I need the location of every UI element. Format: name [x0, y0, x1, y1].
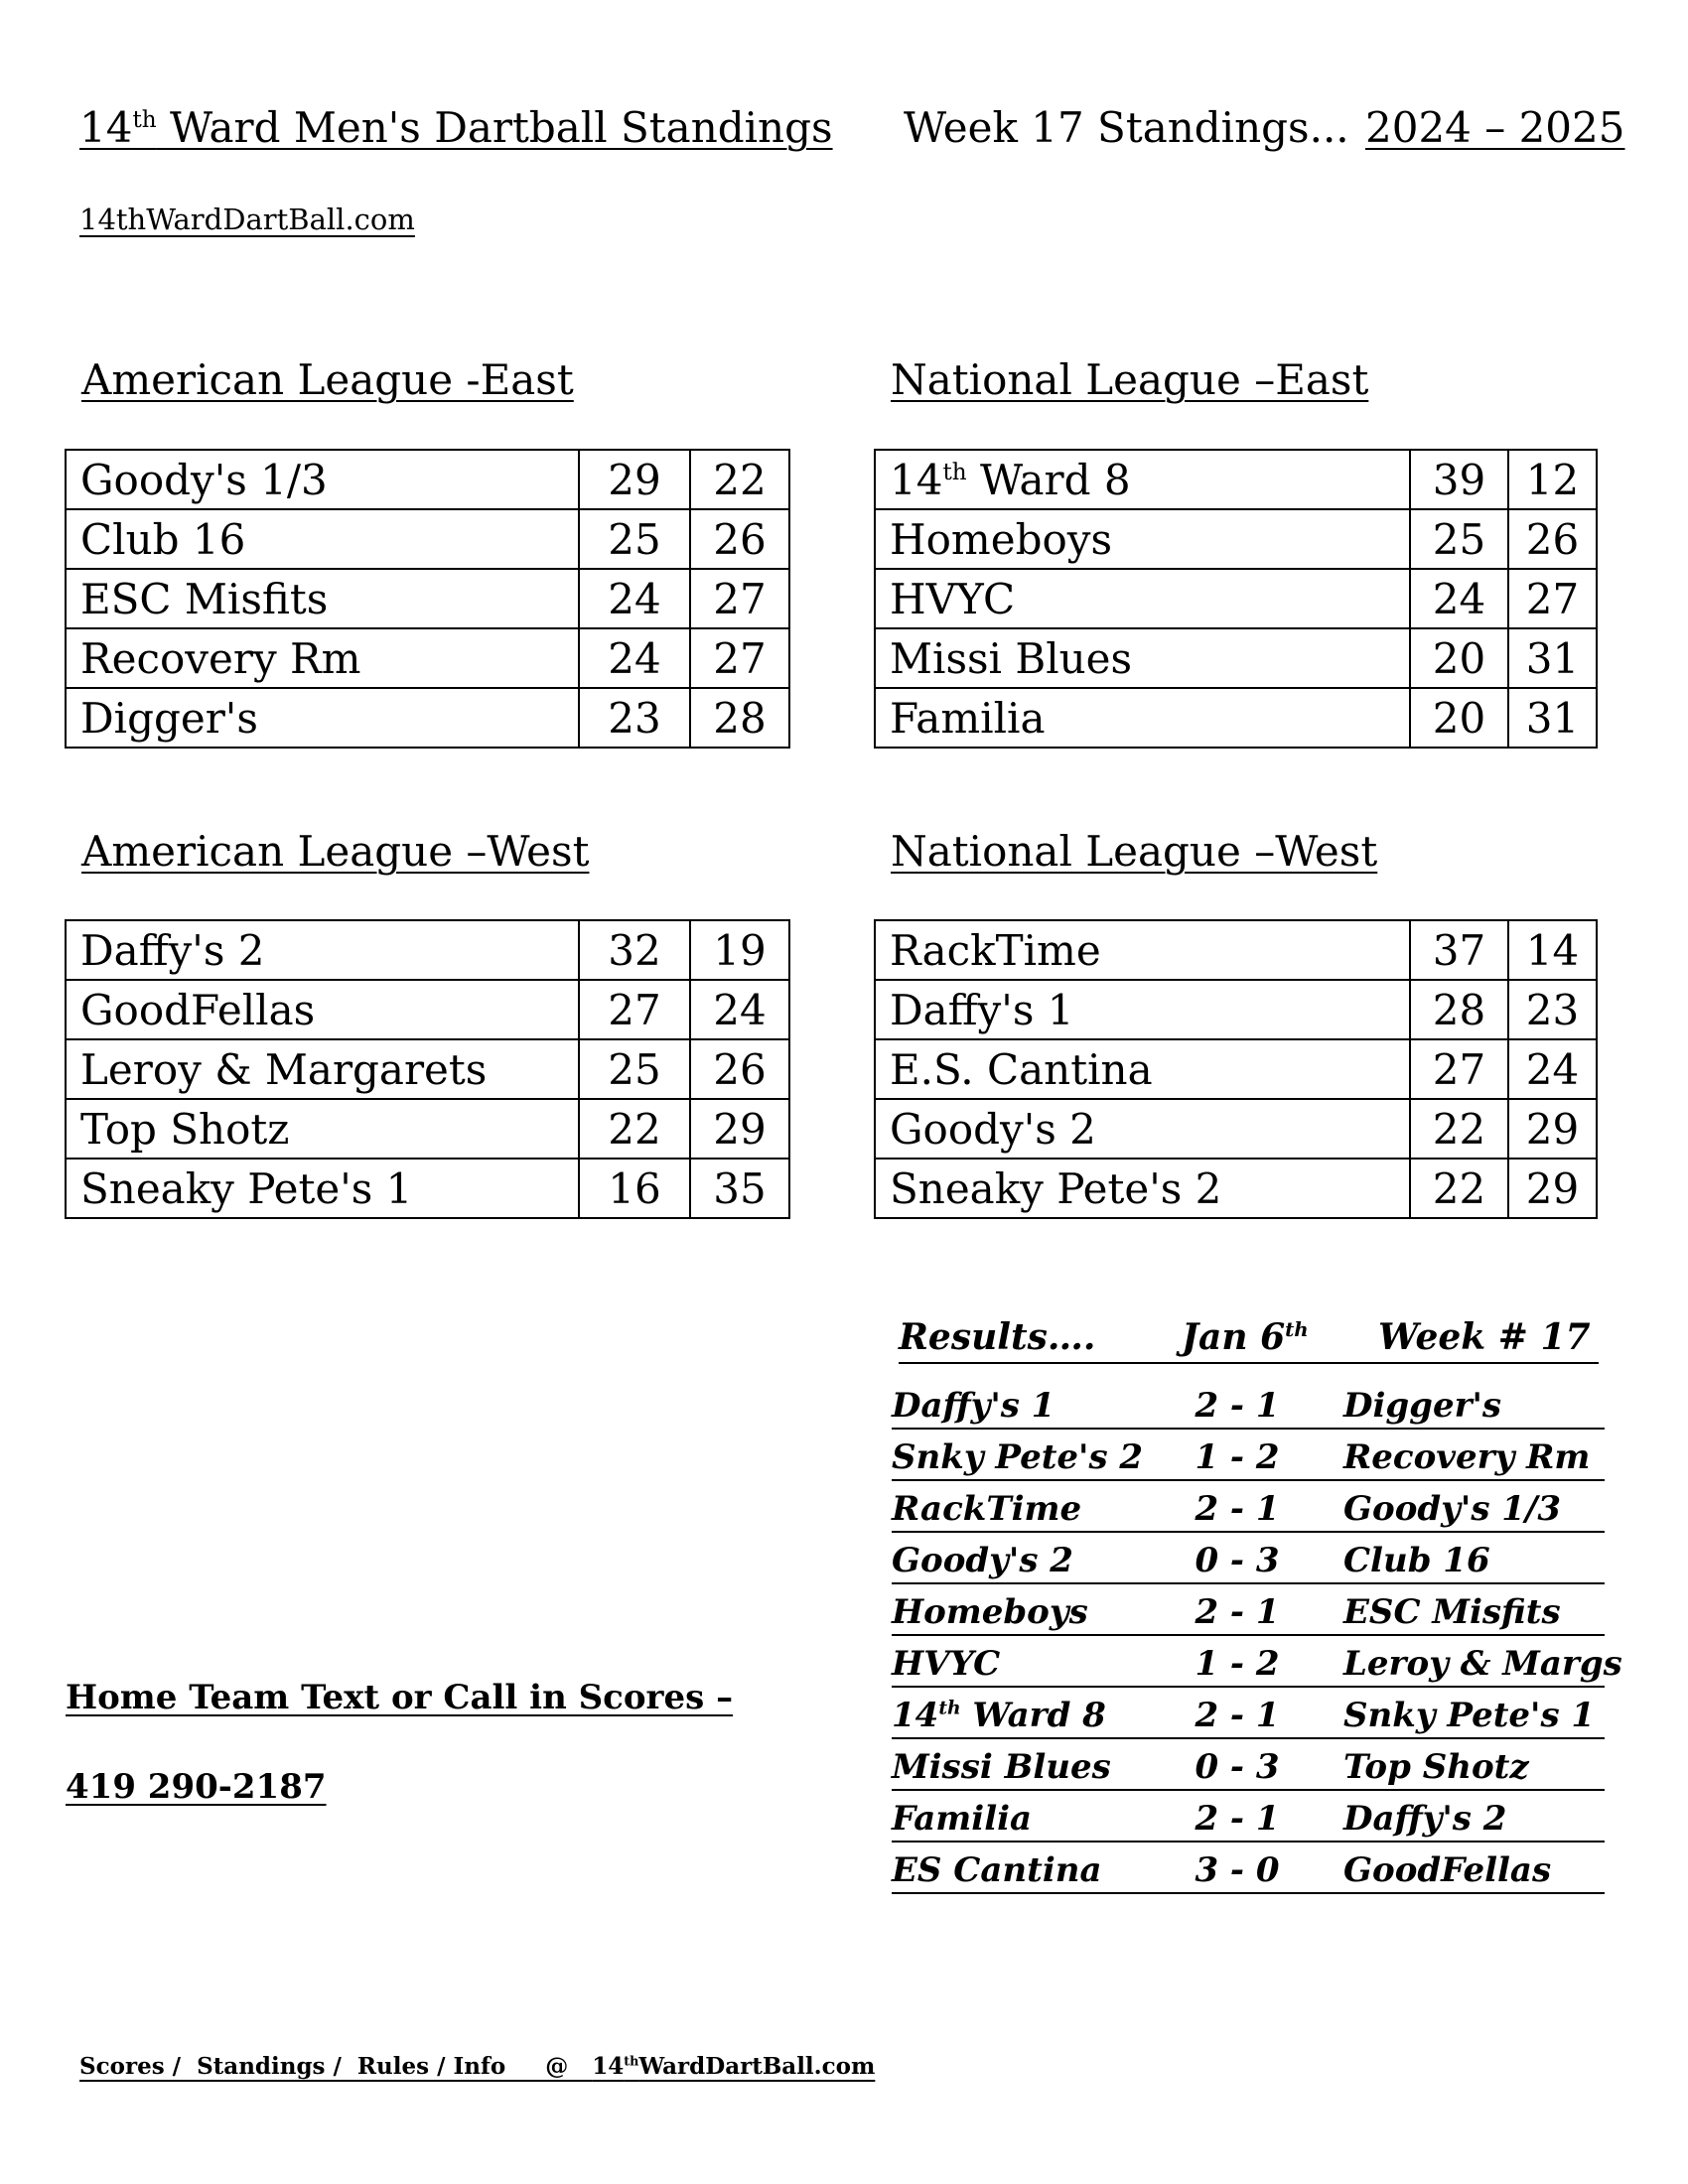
home-team: ES Cantina — [892, 1850, 1102, 1890]
table-row — [66, 688, 789, 748]
away-team: ESC Misfits — [1343, 1592, 1561, 1632]
losses: 24 — [1508, 1039, 1597, 1099]
list-item — [892, 1435, 1605, 1481]
results-week: Week # 17 — [1378, 1316, 1591, 1358]
team-name: Familia — [875, 688, 1410, 748]
game-score: 2 - 1 — [1195, 1696, 1280, 1735]
game-score: 1 - 2 — [1195, 1437, 1280, 1477]
table-row — [66, 509, 789, 569]
losses: 22 — [690, 450, 789, 509]
page-title: 14th Ward Men's Dartball Standings — [79, 103, 833, 152]
website-link[interactable]: 14thWardDartBall.com — [79, 203, 415, 236]
home-team: RackTime — [892, 1489, 1082, 1529]
week-label: Week 17 Standings... — [904, 103, 1349, 152]
home-team: Goody's 2 — [892, 1541, 1073, 1580]
table-row — [875, 920, 1597, 980]
team-name: Daffy's 2 — [66, 920, 579, 980]
losses: 14 — [1508, 920, 1597, 980]
table-row — [875, 1159, 1597, 1218]
home-team: Missi Blues — [892, 1747, 1111, 1787]
al-east-table — [65, 449, 790, 749]
losses: 27 — [690, 569, 789, 628]
table-row — [875, 688, 1597, 748]
losses: 35 — [690, 1159, 789, 1218]
home-team: Daffy's 1 — [892, 1386, 1055, 1426]
losses: 26 — [690, 1039, 789, 1099]
table-row — [66, 569, 789, 628]
table-row — [875, 980, 1597, 1039]
team-name: Sneaky Pete's 2 — [875, 1159, 1410, 1218]
game-score: 0 - 3 — [1195, 1541, 1280, 1580]
away-team: Goody's 1/3 — [1343, 1489, 1562, 1529]
game-score: 1 - 2 — [1195, 1644, 1280, 1684]
nl-west-title: National League –West — [891, 827, 1378, 876]
wins: 25 — [579, 509, 690, 569]
home-team: Familia — [892, 1799, 1033, 1839]
team-name: GoodFellas — [66, 980, 579, 1039]
team-name: Goody's 1/3 — [66, 450, 579, 509]
team-name: 14th Ward 8 — [875, 450, 1410, 509]
table-row — [66, 450, 789, 509]
game-score: 0 - 3 — [1195, 1747, 1280, 1787]
home-team: Homeboys — [892, 1592, 1088, 1632]
losses: 29 — [690, 1099, 789, 1159]
list-item — [892, 1384, 1605, 1430]
season-label: 2024 – 2025 — [1365, 103, 1625, 152]
home-team: Snky Pete's 2 — [892, 1437, 1144, 1477]
list-item — [892, 1539, 1605, 1584]
wins: 22 — [1410, 1099, 1508, 1159]
wins: 25 — [1410, 509, 1508, 569]
wins: 29 — [579, 450, 690, 509]
losses: 31 — [1508, 628, 1597, 688]
team-name: Sneaky Pete's 1 — [66, 1159, 579, 1218]
list-item — [892, 1745, 1605, 1791]
team-name: Digger's — [66, 688, 579, 748]
wins: 24 — [579, 628, 690, 688]
wins: 24 — [579, 569, 690, 628]
wins: 16 — [579, 1159, 690, 1218]
wins: 24 — [1410, 569, 1508, 628]
table-row — [66, 1039, 789, 1099]
losses: 19 — [690, 920, 789, 980]
wins: 32 — [579, 920, 690, 980]
phone-number[interactable]: 419 290-2187 — [66, 1767, 327, 1807]
list-item — [892, 1590, 1605, 1636]
table-row — [875, 509, 1597, 569]
wins: 22 — [1410, 1159, 1508, 1218]
away-team: Daffy's 2 — [1343, 1799, 1507, 1839]
list-item — [892, 1694, 1605, 1739]
away-team: Snky Pete's 1 — [1343, 1696, 1596, 1735]
home-team: 14th Ward 8 — [892, 1696, 1106, 1735]
home-team: HVYC — [892, 1644, 1001, 1684]
losses: 29 — [1508, 1099, 1597, 1159]
results-label: Results…. — [899, 1316, 1096, 1358]
wins: 25 — [579, 1039, 690, 1099]
away-team: Recovery Rm — [1343, 1437, 1591, 1477]
losses: 31 — [1508, 688, 1597, 748]
losses: 12 — [1508, 450, 1597, 509]
table-row — [66, 980, 789, 1039]
score-reporting-label: Home Team Text or Call in Scores – — [66, 1678, 734, 1717]
game-score: 2 - 1 — [1195, 1592, 1280, 1632]
list-item — [892, 1642, 1622, 1688]
wins: 37 — [1410, 920, 1508, 980]
losses: 23 — [1508, 980, 1597, 1039]
away-team: Club 16 — [1343, 1541, 1490, 1580]
table-row — [875, 1099, 1597, 1159]
team-name: RackTime — [875, 920, 1410, 980]
list-item — [892, 1797, 1605, 1843]
team-name: Recovery Rm — [66, 628, 579, 688]
team-name: HVYC — [875, 569, 1410, 628]
wins: 23 — [579, 688, 690, 748]
game-score: 2 - 1 — [1195, 1489, 1280, 1529]
table-row — [875, 569, 1597, 628]
table-row — [875, 450, 1597, 509]
wins: 28 — [1410, 980, 1508, 1039]
wins: 20 — [1410, 628, 1508, 688]
team-name: Goody's 2 — [875, 1099, 1410, 1159]
table-row — [66, 1099, 789, 1159]
team-name: ESC Misfits — [66, 569, 579, 628]
wins: 22 — [579, 1099, 690, 1159]
losses: 28 — [690, 688, 789, 748]
team-name: E.S. Cantina — [875, 1039, 1410, 1099]
wins: 27 — [579, 980, 690, 1039]
losses: 24 — [690, 980, 789, 1039]
team-name: Leroy & Margarets — [66, 1039, 579, 1099]
team-name: Daffy's 1 — [875, 980, 1410, 1039]
nl-west-table — [874, 919, 1598, 1219]
losses: 26 — [690, 509, 789, 569]
results-date: Jan 6th — [1182, 1316, 1309, 1358]
losses: 26 — [1508, 509, 1597, 569]
losses: 29 — [1508, 1159, 1597, 1218]
team-name: Missi Blues — [875, 628, 1410, 688]
wins: 27 — [1410, 1039, 1508, 1099]
footer-links[interactable]: Scores / Standings / Rules / Info @ 14thWardDartBall.com — [79, 2053, 876, 2080]
team-name: Club 16 — [66, 509, 579, 569]
table-row — [66, 1159, 789, 1218]
team-name: Top Shotz — [66, 1099, 579, 1159]
table-row — [66, 628, 789, 688]
nl-east-title: National League –East — [891, 355, 1369, 404]
losses: 27 — [1508, 569, 1597, 628]
list-item — [892, 1848, 1605, 1894]
game-score: 2 - 1 — [1195, 1799, 1280, 1839]
losses: 27 — [690, 628, 789, 688]
table-row — [875, 628, 1597, 688]
al-west-title: American League –West — [81, 827, 590, 876]
away-team: Digger's — [1343, 1386, 1502, 1426]
wins: 20 — [1410, 688, 1508, 748]
al-west-table — [65, 919, 790, 1219]
list-item — [892, 1487, 1605, 1533]
away-team: Leroy & Margs — [1343, 1644, 1622, 1684]
away-team: Top Shotz — [1343, 1747, 1529, 1787]
wins: 39 — [1410, 450, 1508, 509]
nl-east-table — [874, 449, 1598, 749]
results-header — [899, 1312, 1599, 1364]
game-score: 3 - 0 — [1195, 1850, 1280, 1890]
team-name: Homeboys — [875, 509, 1410, 569]
away-team: GoodFellas — [1343, 1850, 1552, 1890]
al-east-title: American League -East — [81, 355, 574, 404]
table-row — [66, 920, 789, 980]
game-score: 2 - 1 — [1195, 1386, 1280, 1426]
table-row — [875, 1039, 1597, 1099]
